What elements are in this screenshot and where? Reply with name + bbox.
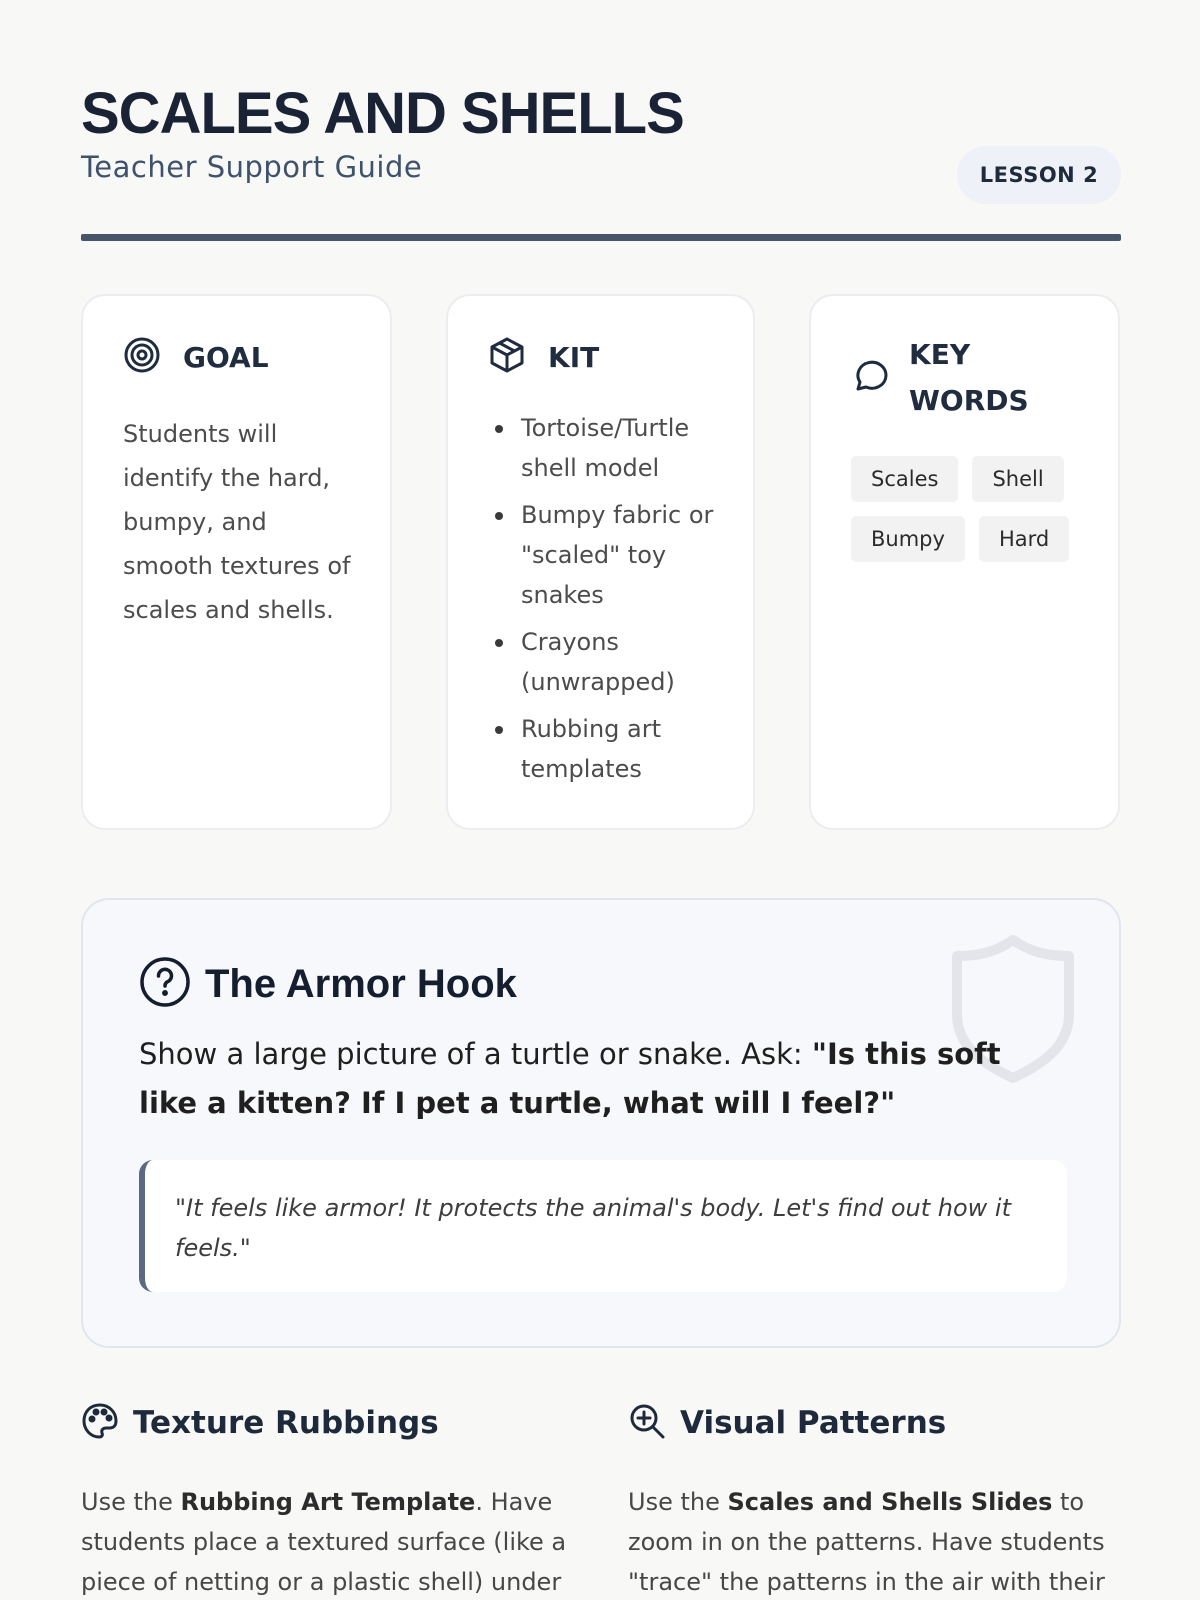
goal-card-text: Students will identify the hard, bumpy, and smooth textures of scales and shells. xyxy=(123,420,351,624)
header xyxy=(81,82,1121,242)
list-item: Crayons (unwrapped) xyxy=(488,622,729,702)
kit-card-title: KIT xyxy=(548,340,600,374)
key-words-chips xyxy=(851,456,1091,562)
text-fragment: Use the xyxy=(81,1488,181,1516)
armor-hook-question: "Is this soft like a kitten? If I pet a turtle, what will I feel?" xyxy=(139,1037,1001,1120)
armor-hook-intro: Show a large picture of a turtle or snake. Ask: xyxy=(139,1037,812,1071)
header-divider xyxy=(81,234,1121,241)
armor-hook-header xyxy=(139,956,517,1012)
text-fragment: Use the xyxy=(628,1488,728,1516)
visual-patterns-text xyxy=(628,1482,1128,1600)
goal-card-title: GOAL xyxy=(183,340,269,374)
keyword-chip: Bumpy xyxy=(851,516,965,562)
palette-icon xyxy=(81,1402,119,1444)
goal-card xyxy=(81,294,392,830)
armor-hook-title: The Armor Hook xyxy=(205,961,517,1006)
text-fragment: . Have students place a textured surface (like a piece of netting or a plastic shell) under xyxy=(81,1488,567,1596)
visual-patterns-title: Visual Patterns xyxy=(680,1405,947,1441)
kit-list xyxy=(488,408,729,796)
box-icon xyxy=(488,336,526,378)
keyword-chip: Hard xyxy=(979,516,1069,562)
text-fragment: to zoom in on the patterns. Have students "trace" the patterns in the air with their xyxy=(628,1488,1105,1596)
keyword-chip: Shell xyxy=(972,456,1063,502)
texture-rubbings-text xyxy=(81,1482,581,1600)
list-item: Tortoise/Turtle shell model xyxy=(488,408,729,488)
page-title: SCALES AND SHELLS xyxy=(81,81,684,146)
kit-card xyxy=(446,294,755,830)
texture-rubbings-header xyxy=(81,1402,581,1444)
keyword-chip: Scales xyxy=(851,456,958,502)
armor-hook-quote: "It feels like armor! It protects the animal's body. Let's find out how it feels." xyxy=(139,1160,1067,1292)
key-words-card-header xyxy=(851,332,1049,424)
goal-card-header xyxy=(123,336,269,378)
target-icon xyxy=(123,336,161,378)
slides-label: Scales and Shells Slides xyxy=(727,1488,1053,1516)
key-words-card xyxy=(809,294,1120,830)
question-circle-icon xyxy=(139,956,191,1012)
list-item: Bumpy fabric or "scaled" toy snakes xyxy=(488,495,729,615)
visual-patterns-section xyxy=(628,1402,1128,1600)
texture-rubbings-title: Texture Rubbings xyxy=(133,1405,439,1441)
rubbing-art-template-label: Rubbing Art Template xyxy=(180,1488,476,1516)
zoom-in-icon xyxy=(628,1402,666,1444)
list-item: Rubbing art templates xyxy=(488,709,729,789)
texture-rubbings-section xyxy=(81,1402,581,1600)
kit-card-header xyxy=(488,336,599,378)
visual-patterns-header xyxy=(628,1402,1128,1444)
armor-hook-text xyxy=(139,1030,1039,1128)
page-subtitle: Teacher Support Guide xyxy=(81,150,423,184)
armor-hook-panel xyxy=(81,898,1121,1348)
lesson-badge: LESSON 2 xyxy=(957,146,1121,204)
key-words-card-title: KEY WORDS xyxy=(909,338,1029,417)
speech-bubble-icon xyxy=(851,357,889,399)
